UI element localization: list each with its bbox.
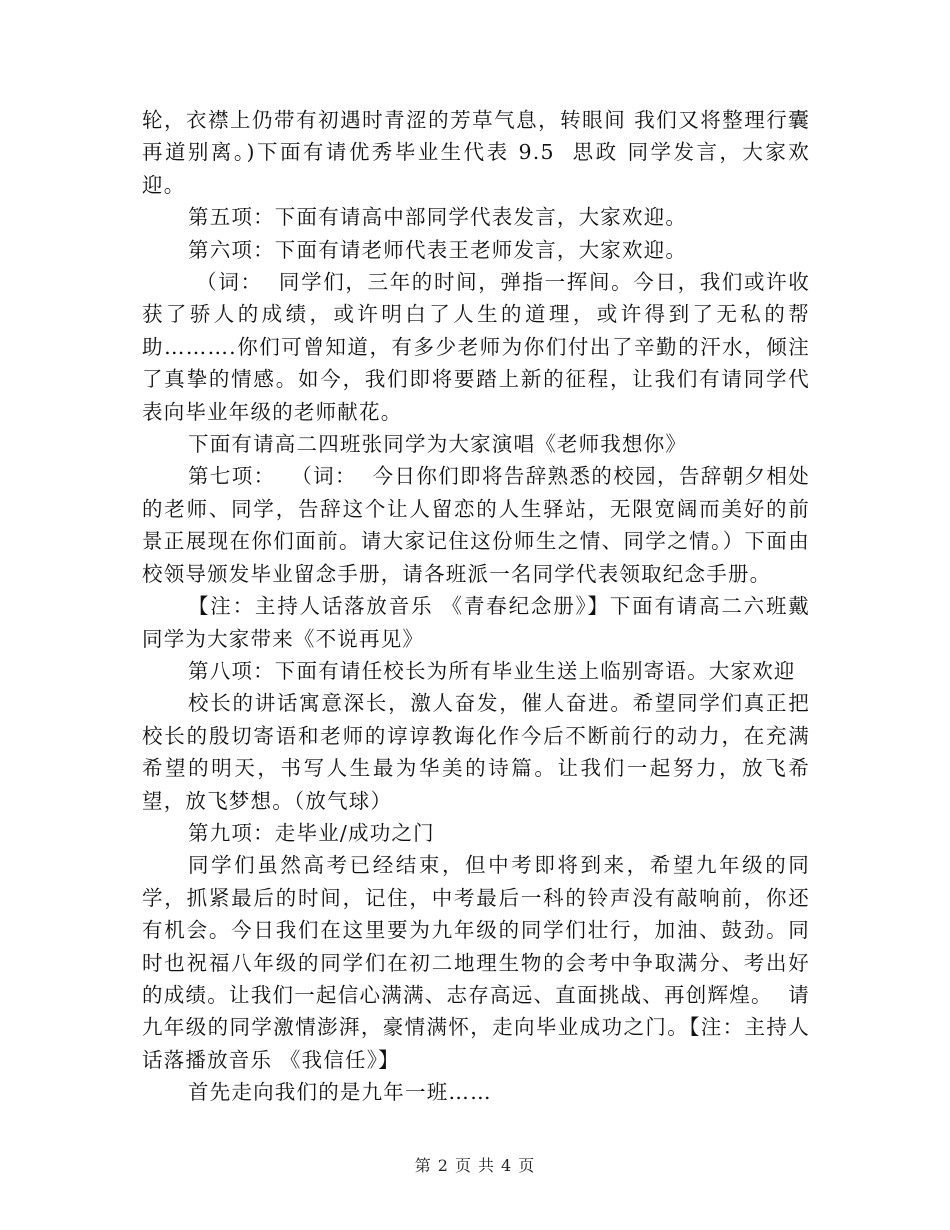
paragraph: 同学们虽然高考已经结束，但中考即将到来，希望九年级的同学，抓紧最后的时间，记住，中考最后一科的铃声没有敲响前，你还有机会。今日我们在这里要为九年级的同学们壮行，加油、鼓劲。同时也祝福八年级的同学们在初二地理生物的会考中争取满分、考出好的成绩。让我们一起信心满满、志存高远、直面挑战、再创辉煌。 请九年级的同学激情澎湃，豪情满怀，走向毕业成功之门。【注：主持人话落播放音乐 《我信任》】: [142, 853, 810, 1072]
page-footer: [0, 1153, 950, 1176]
paragraph: 【注：主持人话落放音乐 《青春纪念册》】下面有请高二六班戴同学为大家带来《不说再见》: [142, 594, 810, 651]
document-body: [142, 104, 810, 1109]
paragraph: 下面有请高二四班张同学为大家演唱《老师我想你》: [188, 432, 688, 457]
paragraph: 第七项： （词： 今日你们即将告辞熟悉的校园，告辞朝夕相处的老师、同学，告辞这个让人留恋的人生驿站，无限宽阔而美好的前景正展现在你们面前。请大家记住这份师生之情、同学之情。）下面由校领导颁发毕业留念手册，请各班派一名同学代表领取纪念手册。: [142, 464, 810, 586]
footer-label-suffix: 页: [518, 1156, 536, 1175]
footer-label-total: 共: [478, 1156, 496, 1175]
paragraph: 第五项：下面有请高中部同学代表发言，大家欢迎。: [188, 205, 688, 230]
paragraph: 轮，衣襟上仍带有初遇时青涩的芳草气息，转眼间 我们又将整理行囊再道别离。)下面有请优秀毕业生代表 9.5 思政 同学发言，大家欢迎。: [142, 108, 810, 197]
current-page-number: 2: [437, 1156, 449, 1175]
paragraph: 校长的讲话寓意深长，激人奋发，催人奋进。希望同学们真正把校长的殷切寄语和老师的谆谆教诲化作今后不断前行的动力，在充满希望的明天，书写人生最为华美的诗篇。让我们一起努力，放飞希望，放飞梦想。（放气球）: [142, 691, 810, 813]
paragraph: 第八项：下面有请任校长为所有毕业生送上临别寄语。大家欢迎: [188, 658, 796, 683]
paragraph: 第六项：下面有请老师代表王老师发言，大家欢迎。: [188, 237, 688, 262]
footer-label-page: 页: [454, 1156, 472, 1175]
total-pages-number: 4: [501, 1156, 513, 1175]
paragraph: （词： 同学们，三年的时间，弹指一挥间。今日，我们或许收获了骄人的成绩，或许明白了人生的道理，或许得到了无私的帮助……….你们可曾知道，有多少老师为你们付出了辛勤的汗水，倾注了真挚的情感。如今，我们即将要踏上新的征程，让我们有请同学代表向毕业年级的老师献花。: [142, 270, 810, 424]
paragraph: 第九项：走毕业/成功之门: [188, 820, 435, 845]
footer-label-prefix: 第: [414, 1156, 432, 1175]
paragraph: 首先走向我们的是九年一班……: [188, 1080, 492, 1105]
